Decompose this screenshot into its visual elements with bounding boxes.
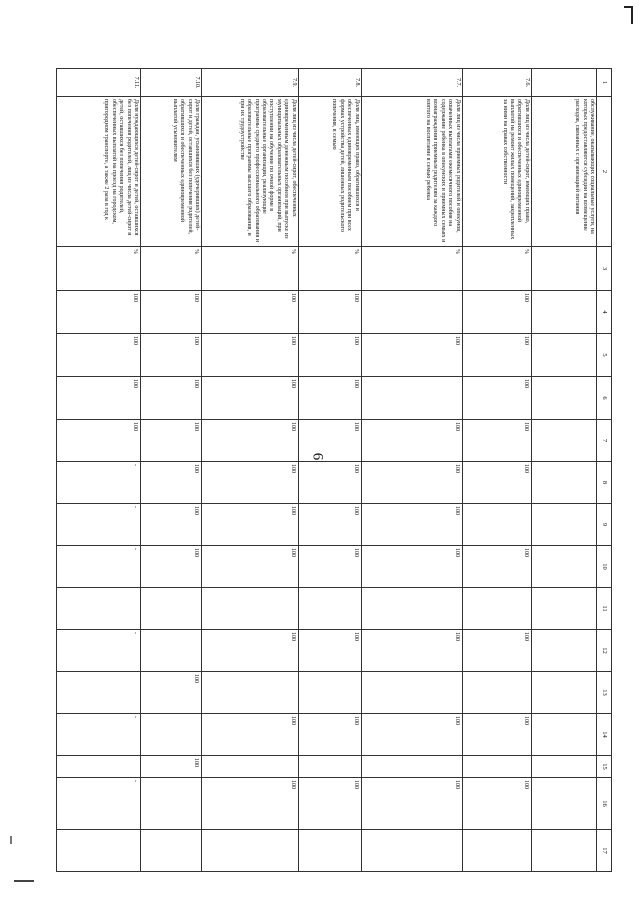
indicator-description: обслуживание, оказывающих социальные услуги, на которых предоставляются субсидии на возмещение расходов, связанных с организацией питания — [531, 97, 596, 247]
value-cell: 100 — [298, 778, 361, 830]
column-header: 13 — [597, 672, 612, 714]
column-header: 11 — [597, 588, 612, 630]
value-cell: 100 — [462, 420, 531, 462]
column-header: 15 — [597, 756, 612, 778]
table-row — [298, 69, 361, 872]
value-cell: - — [57, 546, 141, 588]
value-cell: 100 — [462, 462, 531, 504]
value-cell: 100 — [361, 462, 462, 504]
value-cell — [531, 334, 596, 377]
value-cell — [57, 588, 141, 630]
value-cell — [462, 504, 531, 546]
value-cell — [141, 830, 202, 872]
value-cell: 100 — [202, 630, 299, 672]
row-number: 7.7. — [361, 69, 462, 97]
indicator-description: Доля граждан, усыновивших (удочеривших) детей-сирот и детей, оставшихся без попечения родителей, обратившихся и обеспеченных единовременной выплатой усыновителям — [141, 97, 202, 247]
value-cell: 100 — [202, 778, 299, 830]
value-cell — [298, 756, 361, 778]
value-cell — [202, 756, 299, 778]
value-cell — [57, 756, 141, 778]
value-cell — [462, 588, 531, 630]
value-cell: 100 — [298, 334, 361, 377]
value-cell: 100 — [141, 462, 202, 504]
value-cell — [531, 546, 596, 588]
table-row — [202, 69, 299, 872]
value-cell: 100 — [202, 504, 299, 546]
value-cell: 100 — [141, 377, 202, 420]
rotated-table-container — [56, 68, 612, 852]
scan-mark — [10, 836, 12, 844]
value-cell — [141, 630, 202, 672]
value-cell: 100 — [361, 334, 462, 377]
value-cell: 100 — [462, 291, 531, 334]
page-number: 6 — [309, 452, 326, 461]
indicators-table — [56, 68, 612, 872]
value-cell: 100 — [141, 504, 202, 546]
value-cell: - — [57, 630, 141, 672]
value-cell — [202, 830, 299, 872]
value-cell — [202, 588, 299, 630]
column-header: 2 — [597, 97, 612, 247]
indicator-description: Доля лиц из числа детей-сирот, имеющих право, обратившихся и обеспеченных единовременной выплатой на ремонт жилых помещений, закрепленных за ними на правах собственности — [462, 97, 531, 247]
row-number: 7.9. — [202, 69, 299, 97]
value-cell — [531, 504, 596, 546]
column-header: 4 — [597, 291, 612, 334]
value-cell — [531, 630, 596, 672]
value-cell — [298, 672, 361, 714]
value-cell: 100 — [298, 420, 361, 462]
value-cell — [462, 830, 531, 872]
value-cell — [462, 672, 531, 714]
value-cell — [531, 462, 596, 504]
indicator-description: Доля лиц из числа детей-сирот, обеспеченных единовременным денежным пособием при выпуске из муниципальных образовательных организаций, при поступлении на обучение по очной форме в образовательные организации, реализующие программы среднего профессионального образования и образовательные программы высшего образования, и при их трудоустройстве — [202, 97, 299, 247]
value-cell: 100 — [57, 420, 141, 462]
value-cell — [462, 756, 531, 778]
row-number: 7.10. — [141, 69, 202, 97]
value-cell: 100 — [298, 291, 361, 334]
value-cell — [531, 778, 596, 830]
value-cell — [531, 714, 596, 756]
corner-crop-mark — [624, 6, 633, 24]
column-header: 6 — [597, 377, 612, 420]
value-cell: 100 — [361, 504, 462, 546]
value-cell — [361, 588, 462, 630]
value-cell: 100 — [462, 377, 531, 420]
value-cell: 100 — [361, 714, 462, 756]
value-cell — [531, 672, 596, 714]
value-cell — [141, 714, 202, 756]
column-header: 7 — [597, 420, 612, 462]
value-cell: 100 — [361, 630, 462, 672]
value-cell: 100 — [361, 778, 462, 830]
value-cell — [202, 672, 299, 714]
indicator-description: Доля лиц, имеющих право, обратившихся и обеспеченных единовременным пособием при всех формах устройства детей, лишенных родительского попечения, в семью — [298, 97, 361, 247]
column-header: 5 — [597, 334, 612, 377]
value-cell: 100 — [141, 756, 202, 778]
value-cell: 100 — [57, 291, 141, 334]
value-cell: 100 — [141, 546, 202, 588]
value-cell — [298, 830, 361, 872]
column-header: 14 — [597, 714, 612, 756]
row-number: 7.6. — [462, 69, 531, 97]
value-cell: 100 — [298, 714, 361, 756]
value-cell — [531, 291, 596, 334]
value-cell: - — [57, 714, 141, 756]
value-cell: 100 — [462, 630, 531, 672]
value-cell — [531, 756, 596, 778]
value-cell: 100 — [298, 630, 361, 672]
row-number: 7.8. — [298, 69, 361, 97]
value-cell: 100 — [298, 504, 361, 546]
indicator-description: Доля лиц из числа приемных родителей и опекунов, охваченных выплатами ежемесячного пособия на содержание ребенка в опекунских и приемных семьях и вознаграждения приемным родителям за каждого взятого на воспитание в семью ребенка — [361, 97, 462, 247]
value-cell — [361, 672, 462, 714]
column-header: 8 — [597, 462, 612, 504]
value-cell: 100 — [361, 420, 462, 462]
value-cell — [531, 247, 596, 291]
edge-mark — [14, 880, 34, 882]
indicator-description: Доля нуждающихся детей-сирот и детей, оставшихся без попечения родителей, лиц из числа детей-сирот и детей, оставшихся без попечения родителей, обеспеченных выплатой на проезд на городском, пригородном транспорте, а также 2 раза в год к — [57, 97, 141, 247]
value-cell: 100 — [298, 546, 361, 588]
table-row — [361, 69, 462, 872]
value-cell: 100 — [462, 334, 531, 377]
value-cell: - — [57, 778, 141, 830]
value-cell: 100 — [202, 546, 299, 588]
value-cell — [531, 377, 596, 420]
value-cell: 100 — [57, 334, 141, 377]
column-header: 12 — [597, 630, 612, 672]
table-row — [462, 69, 531, 872]
value-cell: 100 — [202, 462, 299, 504]
value-cell: 100 — [202, 334, 299, 377]
table-row — [531, 69, 596, 872]
value-cell — [361, 291, 462, 334]
column-header: 9 — [597, 504, 612, 546]
value-cell: 100 — [462, 778, 531, 830]
value-cell — [361, 377, 462, 420]
value-cell: % — [361, 247, 462, 291]
header-row — [597, 69, 612, 872]
column-header: 1 — [597, 69, 612, 97]
column-header: 3 — [597, 247, 612, 291]
value-cell: 100 — [141, 672, 202, 714]
value-cell: % — [57, 247, 141, 291]
value-cell — [531, 420, 596, 462]
column-header: 16 — [597, 778, 612, 830]
table-row — [57, 69, 141, 872]
value-cell: % — [462, 247, 531, 291]
value-cell: 100 — [141, 334, 202, 377]
value-cell: 100 — [361, 546, 462, 588]
value-cell — [57, 672, 141, 714]
value-cell: - — [57, 504, 141, 546]
value-cell: 100 — [462, 714, 531, 756]
column-header: 10 — [597, 546, 612, 588]
value-cell — [361, 756, 462, 778]
value-cell: % — [141, 247, 202, 291]
value-cell: 100 — [202, 420, 299, 462]
value-cell — [361, 830, 462, 872]
value-cell — [141, 778, 202, 830]
value-cell: 100 — [202, 377, 299, 420]
table-row — [141, 69, 202, 872]
value-cell: 100 — [202, 291, 299, 334]
value-cell — [531, 588, 596, 630]
value-cell: % — [298, 247, 361, 291]
value-cell — [141, 588, 202, 630]
value-cell: 100 — [462, 546, 531, 588]
value-cell — [57, 830, 141, 872]
value-cell: 100 — [298, 462, 361, 504]
value-cell: % — [202, 247, 299, 291]
column-header: 17 — [597, 830, 612, 872]
value-cell: 100 — [57, 377, 141, 420]
row-number: 7.11. — [57, 69, 141, 97]
value-cell: 100 — [141, 420, 202, 462]
value-cell: 100 — [202, 714, 299, 756]
value-cell: 100 — [141, 291, 202, 334]
value-cell — [531, 830, 596, 872]
value-cell: 100 — [298, 377, 361, 420]
value-cell — [298, 588, 361, 630]
value-cell: - — [57, 462, 141, 504]
row-number — [531, 69, 596, 97]
